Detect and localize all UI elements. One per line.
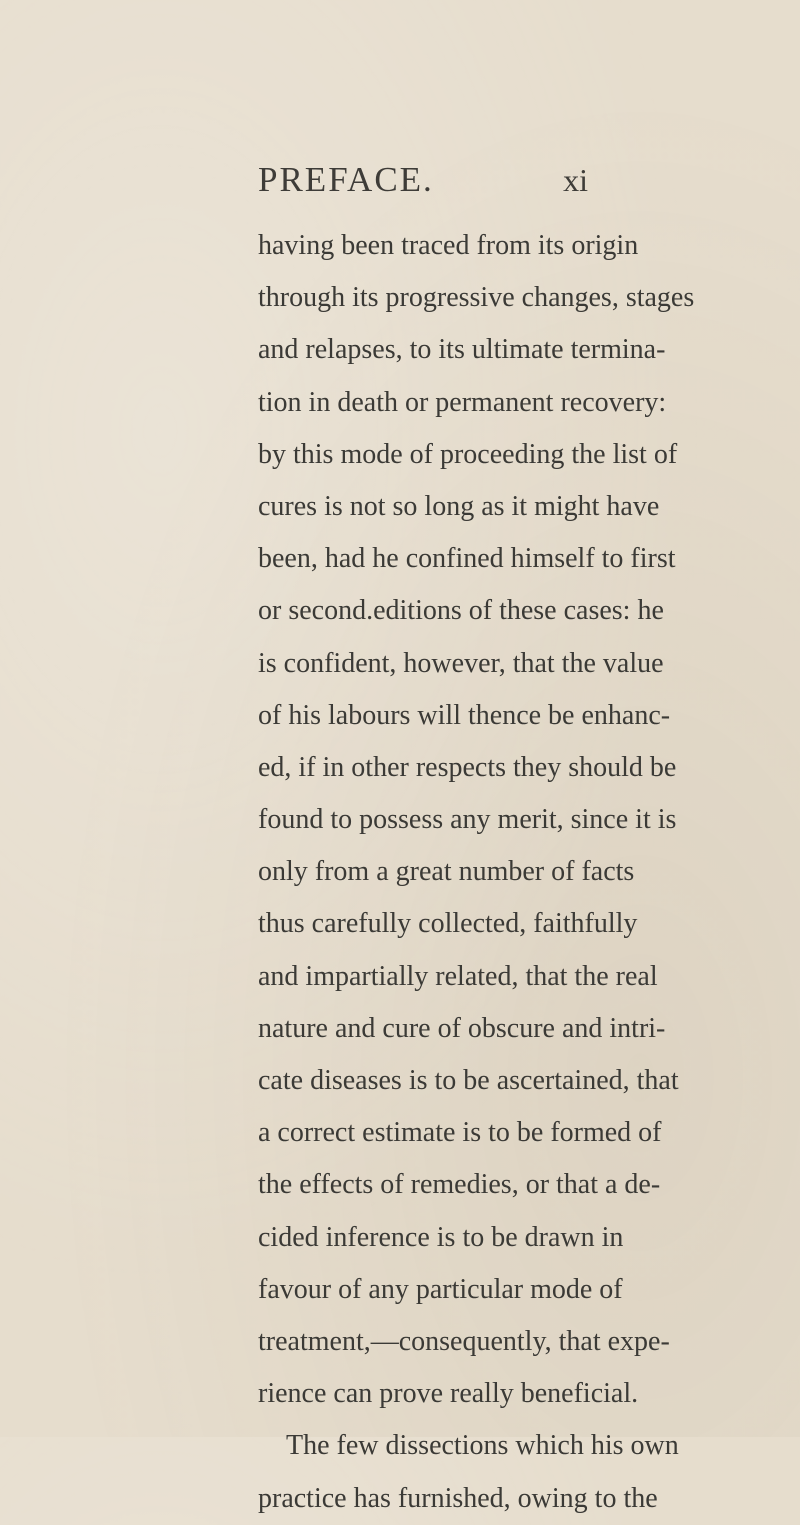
text-line: thus carefully collected, faithfully [258,908,638,940]
page-number: xi [563,162,588,198]
running-head-title: PREFACE. [258,160,434,199]
text-line: and impartially related, that the real [258,960,658,992]
text-line: nature and cure of obscure and intri- [258,1012,666,1044]
text-line: by this mode of proceeding the list of [258,438,678,470]
text-line: the effects of remedies, or that a de- [258,1169,661,1201]
text-line: of his labours will thence be enhanc- [258,699,671,731]
text-line: having been traced from its origin [258,230,639,261]
text-line: rience can prove really beneficial. [258,1378,639,1410]
text-line: cided inference is to be drawn in [258,1221,624,1253]
text-line: found to possess any merit, since it is [258,804,677,836]
text-line: or second.editions of these cases: he [258,595,664,627]
text-line: a correct estimate is to be formed of [258,1117,662,1149]
text-line: through its progressive changes, stages [258,282,695,314]
text-line: favour of any particular mode of [258,1273,623,1305]
text-line: treatment,—consequently, that expe- [258,1325,670,1357]
body-text [258,220,695,1525]
text-line: cures is not so long as it might have [258,490,660,522]
text-line: cate diseases is to be ascertained, that [258,1065,679,1096]
text-line: practice has furnished, owing to the [258,1482,658,1514]
text-line: only from a great number of facts [258,856,635,888]
text-line: The few dissections which his own [286,1430,679,1462]
text-line: tion in death or permanent recovery: [258,386,667,418]
text-line: ed, if in other respects they should be [258,751,677,783]
text-line: is confident, however, that the value [258,647,664,679]
text-line: been, had he confined himself to first [258,543,676,575]
text-line: and relapses, to its ultimate termina- [258,334,666,366]
running-head [258,160,588,200]
